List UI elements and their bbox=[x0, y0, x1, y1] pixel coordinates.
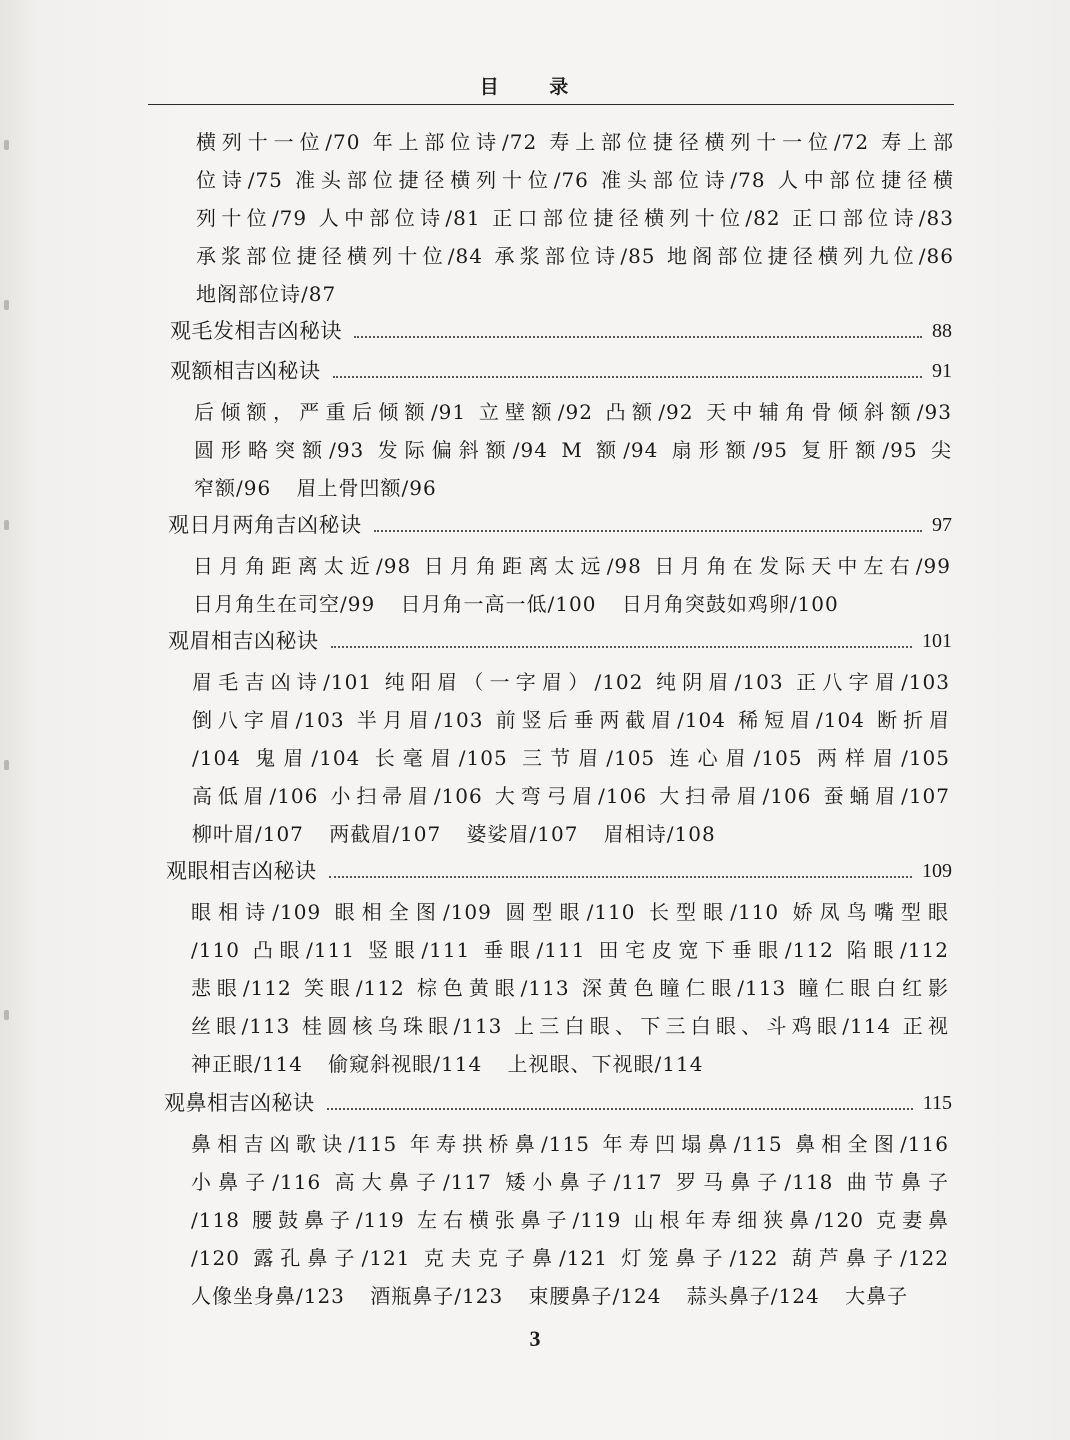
toc-entry-line: 列十位/79 人中部位诗/81 正口部位捷径横列十位/82 正口部位诗/83 bbox=[196, 206, 954, 230]
section-page-number: 109 bbox=[922, 860, 952, 882]
toc-section-row[interactable] bbox=[166, 858, 952, 884]
toc-section-row[interactable] bbox=[168, 628, 952, 654]
dot-leader bbox=[327, 1108, 913, 1110]
page-heading: 目 录 bbox=[479, 76, 591, 98]
section-page-number: 115 bbox=[922, 1092, 952, 1114]
section-page-number: 97 bbox=[932, 514, 952, 536]
toc-section-row[interactable] bbox=[170, 358, 952, 384]
toc-entry-line: 后倾额，严重后倾额/91 立壁额/92 凸额/92 天中辅角骨倾斜额/93 bbox=[194, 400, 952, 424]
toc-entry-line: 高低眉/106 小扫帚眉/106 大弯弓眉/106 大扫帚眉/106 蚕蛹眉/107 bbox=[192, 784, 950, 808]
toc-entry-line: 丝眼/113 桂圆核乌珠眼/113 上三白眼、下三白眼、斗鸡眼/114 正视 bbox=[191, 1014, 949, 1038]
toc-entry-line: 横列十一位/70 年上部位诗/72 寿上部位捷径横列十一位/72 寿上部 bbox=[196, 130, 954, 154]
toc-entry-line: 日月角生在司空/99 日月角一高一低/100 日月角突鼓如鸡卵/100 bbox=[193, 592, 839, 616]
page-edge-mark bbox=[4, 520, 9, 530]
toc-entry-line: 日月角距离太近/98 日月角距离太远/98 日月角在发际天中左右/99 bbox=[193, 554, 951, 578]
dot-leader bbox=[354, 336, 922, 338]
section-title: 观毛发相吉凶秘诀 bbox=[170, 319, 342, 343]
section-title: 观额相吉凶秘诀 bbox=[170, 359, 321, 383]
dot-leader bbox=[331, 646, 913, 648]
page-number: 3 bbox=[529, 1326, 541, 1351]
toc-entry-line: 悲眼/112 笑眼/112 棕色黄眼/113 深黄色瞳仁眼/113 瞳仁眼白红影 bbox=[191, 976, 949, 1000]
section-title: 观鼻相吉凶秘诀 bbox=[164, 1091, 315, 1115]
toc-entry-line: 鼻相吉凶歌诀/115 年寿拱桥鼻/115 年寿凹塌鼻/115 鼻相全图/116 bbox=[191, 1132, 949, 1156]
heading-rule bbox=[148, 104, 954, 105]
toc-entry-line: 窄额/96 眉上骨凹额/96 bbox=[194, 476, 437, 500]
toc-entry-line: /118 腰鼓鼻子/119 左右横张鼻子/119 山根年寿细狭鼻/120 克妻鼻 bbox=[191, 1208, 949, 1232]
dot-leader bbox=[333, 376, 923, 378]
toc-entry-line: 眼相诗/109 眼相全图/109 圆型眼/110 长型眼/110 娇凤鸟嘴型眼 bbox=[191, 900, 949, 924]
page-edge-mark bbox=[4, 1010, 9, 1020]
section-page-number: 101 bbox=[922, 630, 952, 652]
section-page-number: 88 bbox=[932, 320, 952, 342]
page-edge-mark bbox=[4, 300, 9, 310]
toc-entry-line: 神正眼/114 偷窥斜视眼/114 上视眼、下视眼/114 bbox=[191, 1052, 704, 1076]
toc-entry-line: 圆形略突额/93 发际偏斜额/94 M 额/94 扇形额/95 复肝额/95 尖 bbox=[194, 438, 952, 462]
section-title: 观眼相吉凶秘诀 bbox=[166, 859, 317, 883]
toc-entry-line: 倒八字眉/103 半月眉/103 前竖后垂两截眉/104 稀短眉/104 断折眉 bbox=[192, 708, 950, 732]
toc-entry-line: 眉毛吉凶诗/101 纯阳眉（一字眉）/102 纯阴眉/103 正八字眉/103 bbox=[192, 670, 950, 694]
dot-leader bbox=[329, 876, 913, 878]
toc-entry-line: 小鼻子/116 高大鼻子/117 矮小鼻子/117 罗马鼻子/118 曲节鼻子 bbox=[191, 1170, 949, 1194]
toc-entry-line: /110 凸眼/111 竖眼/111 垂眼/111 田宅皮宽下垂眼/112 陷眼/112 bbox=[191, 938, 949, 962]
toc-section-row[interactable] bbox=[164, 1090, 952, 1116]
toc-entry-line: 地阁部位诗/87 bbox=[196, 282, 337, 306]
toc-entry-line: 人像坐身鼻/123 酒瓶鼻子/123 束腰鼻子/124 蒜头鼻子/124 大鼻子 bbox=[191, 1284, 909, 1308]
toc-entry-line: 位诗/75 准头部位捷径横列十位/76 准头部位诗/78 人中部位捷径横 bbox=[196, 168, 954, 192]
dot-leader bbox=[374, 530, 923, 532]
toc-entry-line: /120 露孔鼻子/121 克夫克子鼻/121 灯笼鼻子/122 葫芦鼻子/122 bbox=[191, 1246, 949, 1270]
toc-entry-line: /104 鬼眉/104 长毫眉/105 三节眉/105 连心眉/105 两样眉/105 bbox=[192, 746, 950, 770]
section-title: 观日月两角吉凶秘诀 bbox=[168, 513, 362, 537]
toc-section-row[interactable] bbox=[168, 512, 952, 538]
section-page-number: 91 bbox=[932, 360, 952, 382]
toc-entry-line: 承浆部位捷径横列十位/84 承浆部位诗/85 地阁部位捷径横列九位/86 bbox=[196, 244, 954, 268]
page-edge-mark bbox=[4, 140, 9, 150]
toc-entry-line: 柳叶眉/107 两截眉/107 婆娑眉/107 眉相诗/108 bbox=[192, 822, 716, 846]
toc-section-row[interactable] bbox=[170, 318, 952, 344]
section-title: 观眉相吉凶秘诀 bbox=[168, 629, 319, 653]
page-edge-mark bbox=[4, 760, 9, 770]
